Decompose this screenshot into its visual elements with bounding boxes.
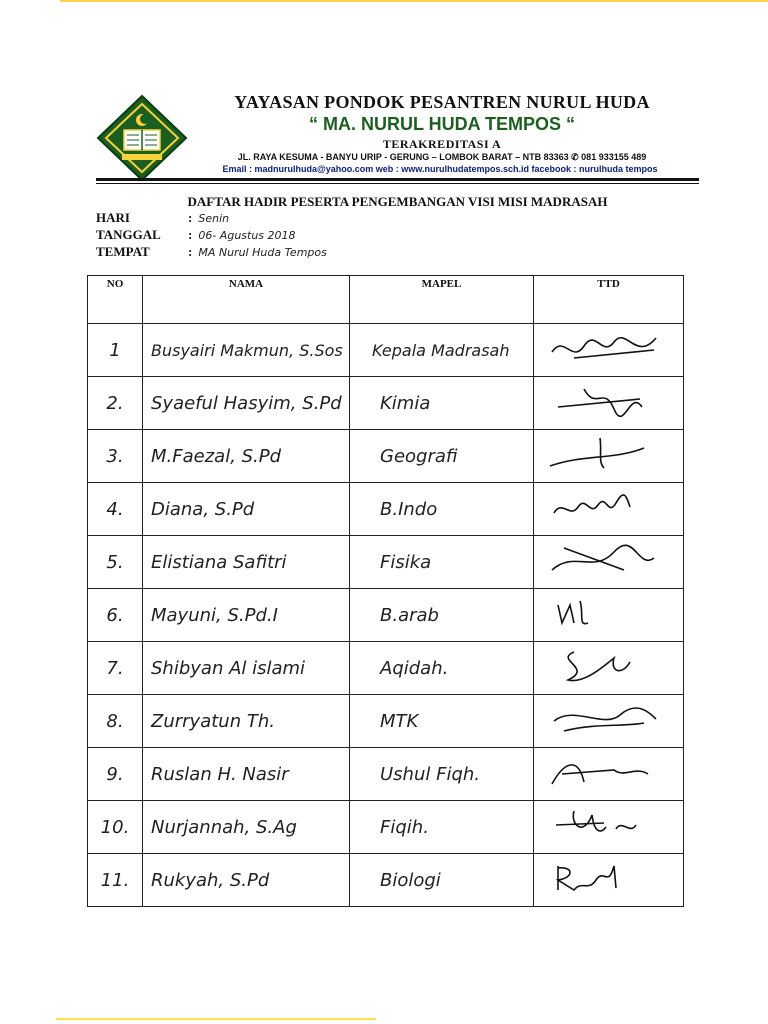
signature-11 [534, 854, 684, 907]
row-no: 5. [88, 536, 143, 589]
signature-5 [534, 536, 684, 589]
row-name: Syaeful Hasyim, S.Pd [143, 377, 350, 430]
signature-2 [534, 377, 684, 430]
row-no: 3. [88, 430, 143, 483]
day-label: HARI [96, 210, 130, 225]
table-row [88, 430, 684, 483]
table-header-row [88, 276, 684, 324]
row-no: 1 [88, 324, 143, 377]
col-header-mapel: MAPEL [350, 276, 534, 324]
row-name: Shibyan Al islami [143, 642, 350, 695]
signature-8 [534, 695, 684, 748]
table-row [88, 377, 684, 430]
row-no: 10. [88, 801, 143, 854]
table-row [88, 801, 684, 854]
row-subject: Geografi [350, 430, 534, 483]
table-row [88, 748, 684, 801]
col-header-ttd: TTD [534, 276, 684, 324]
signature-7 [534, 642, 684, 695]
row-name: Mayuni, S.Pd.I [143, 589, 350, 642]
date-label: TANGGAL [96, 227, 161, 242]
header-rule-thick [96, 178, 699, 181]
table-row [88, 695, 684, 748]
place-value: MA Nurul Huda Tempos [198, 246, 327, 259]
row-no: 11. [88, 854, 143, 907]
row-subject: MTK [350, 695, 534, 748]
foundation-name: YAYASAN PONDOK PESANTREN NURUL HUDA [234, 92, 650, 112]
row-subject: Kimia [350, 377, 534, 430]
row-subject: Fiqih. [350, 801, 534, 854]
row-subject: Kepala Madrasah [350, 324, 534, 377]
table-row [88, 324, 684, 377]
row-subject: Biologi [350, 854, 534, 907]
row-subject: B.Indo [350, 483, 534, 536]
signature-3 [534, 430, 684, 483]
date-value: 06- Agustus 2018 [198, 229, 296, 242]
attendance-table [87, 275, 684, 907]
scan-edge-bottom [56, 1018, 376, 1020]
scan-edge-top [60, 0, 768, 2]
signature-6 [534, 589, 684, 642]
table-row [88, 854, 684, 907]
row-name: Nurjannah, S.Ag [143, 801, 350, 854]
table-row [88, 642, 684, 695]
row-no: 6. [88, 589, 143, 642]
row-no: 8. [88, 695, 143, 748]
col-header-nama: NAMA [143, 276, 350, 324]
row-name: Ruslan H. Nasir [143, 748, 350, 801]
signature-9 [534, 748, 684, 801]
row-subject: Ushul Fiqh. [350, 748, 534, 801]
col-header-no: NO [88, 276, 143, 324]
document-title: DAFTAR HADIR PESERTA PENGEMBANGAN VISI MISI MADRASAH [187, 194, 608, 209]
school-name: “ MA. NURUL HUDA TEMPOS “ [308, 114, 575, 134]
row-subject: Aqidah. [350, 642, 534, 695]
signature-1 [534, 324, 684, 377]
table-row [88, 589, 684, 642]
place-label: TEMPAT [96, 244, 150, 259]
row-no: 2. [88, 377, 143, 430]
signature-4 [534, 483, 684, 536]
table-row [88, 483, 684, 536]
row-no: 9. [88, 748, 143, 801]
row-name: M.Faezal, S.Pd [143, 430, 350, 483]
school-address: JL. RAYA KESUMA - BANYU URIP - GERUNG – LOMBOK BARAT – NTB 83363 ✆ 081 933155 489 [237, 152, 647, 162]
signature-10 [534, 801, 684, 854]
day-value: Senin [198, 212, 230, 225]
row-subject: B.arab [350, 589, 534, 642]
accreditation-text: TERAKREDITASI A [382, 137, 502, 151]
row-no: 7. [88, 642, 143, 695]
day-line: HARI : Senin [96, 210, 230, 225]
row-name: Diana, S.Pd [143, 483, 350, 536]
row-name: Elistiana Safitri [143, 536, 350, 589]
row-name: Busyairi Makmun, S.Sos [143, 324, 350, 377]
school-contact: Email : madnurulhuda@yahoo.com web : www.nurulhudatempos.sch.id facebook : nurulhuda tempos [222, 164, 658, 174]
row-name: Rukyah, S.Pd [143, 854, 350, 907]
table-row [88, 536, 684, 589]
row-subject: Fisika [350, 536, 534, 589]
date-line: TANGGAL : 06- Agustus 2018 [96, 227, 296, 242]
row-no: 4. [88, 483, 143, 536]
row-name: Zurryatun Th. [143, 695, 350, 748]
place-line: TEMPAT : MA Nurul Huda Tempos [96, 244, 327, 259]
header-rule-thin [96, 183, 699, 184]
